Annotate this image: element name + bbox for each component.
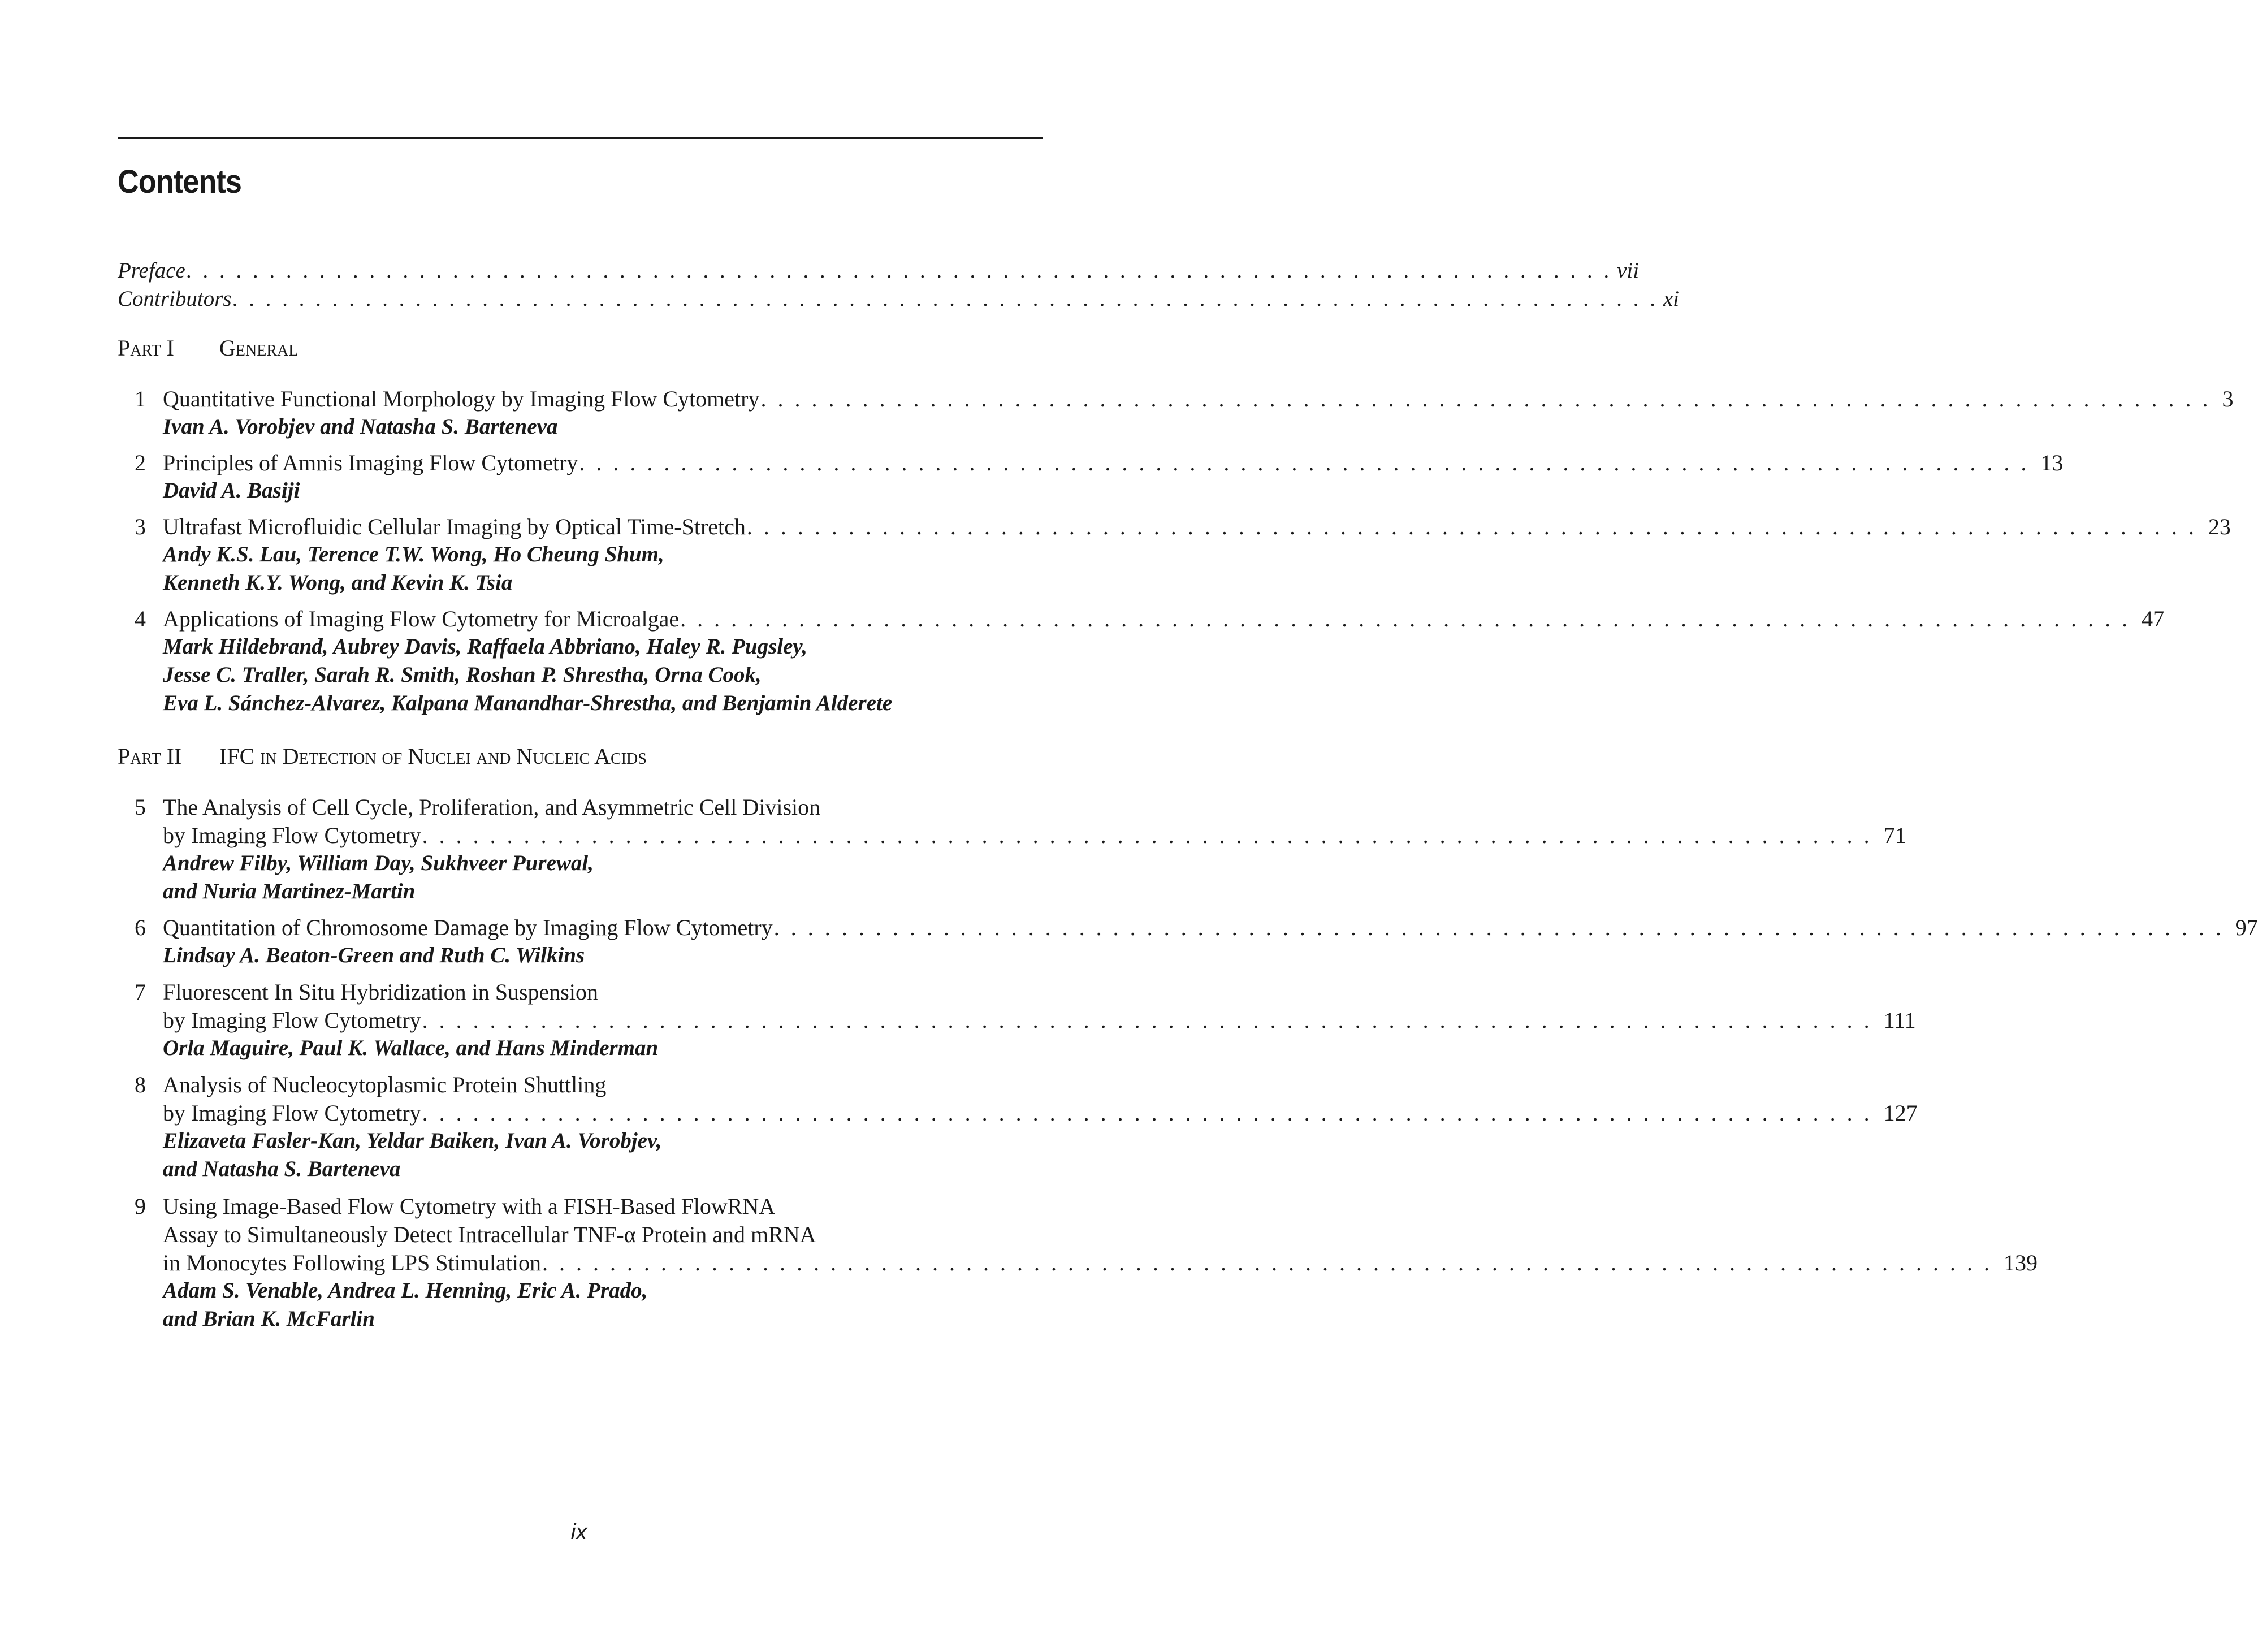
part-number: Part I [118, 335, 174, 361]
chapter-title: by Imaging Flow Cytometry . . . . . . . . . . . . . . . . . . . . . . . . . . . . . . . . . . . . . . . . . . . . . . . . . . . . . . . . . . . . . . . . . . . . . . . . . . . . . . . . . . . . . . 127 [163, 1100, 1918, 1126]
chapter-title: Quantitative Functional Morphology by Imaging Flow Cytometry . . . . . . . . . . . . . . . . . . . . . . . . . . . . . . . . . . . . . . . . . . . . . . . . . . . . . . . . . . . . . . . . . . . . . . . . . . . . . . . . . . . . . . 3 [163, 386, 2234, 412]
entry-label: Preface [118, 258, 185, 283]
part-title: IFC in Detection of Nuclei and Nucleic Acids [219, 743, 647, 769]
chapter-number: 6 [135, 915, 146, 940]
chapter-authors: Lindsay A. Beaton-Green and Ruth C. Wilkins [163, 943, 585, 967]
part-heading [118, 335, 298, 361]
chapter-authors: and Brian K. McFarlin [163, 1307, 375, 1331]
toc-entry-contributors [118, 286, 1679, 314]
dot-leader: . . . . . . . . . . . . . . . . . . . . . . . . . . . . . . . . . . . . . . . . . . . . . . . . . . . . . . . . . . . . . . . . . . . . . . . . . . . . . . . . . . . . . . [232, 287, 1659, 311]
page-title: Contents [118, 163, 241, 200]
page-folio: ix [570, 1520, 587, 1545]
chapter-title: The Analysis of Cell Cycle, Proliferation, and Asymmetric Cell Division [163, 794, 821, 820]
entry-label: Contributors [118, 287, 232, 311]
dot-leader: . . . . . . . . . . . . . . . . . . . . . . . . . . . . . . . . . . . . . . . . . . . . . . . . . . . . . . . . . . . . . . . . . . . . . . . . . . . . . . . . . . . . . . [746, 514, 2197, 539]
page-number: xi [1663, 287, 1679, 311]
part-heading [118, 743, 647, 769]
chapter-authors: and Nuria Martinez-Martin [163, 879, 416, 903]
page-number: 3 [2222, 386, 2234, 412]
chapter-title: Applications of Imaging Flow Cytometry for Microalgae . . . . . . . . . . . . . . . . . . . . . . . . . . . . . . . . . . . . . . . . . . . . . . . . . . . . . . . . . . . . . . . . . . . . . . . . . . . . . . . . . . . . . . 47 [163, 606, 2165, 632]
chapter-title: Fluorescent In Situ Hybridization in Suspension [163, 979, 598, 1005]
chapter-authors: David A. Basiji [163, 478, 300, 503]
dot-leader: . . . . . . . . . . . . . . . . . . . . . . . . . . . . . . . . . . . . . . . . . . . . . . . . . . . . . . . . . . . . . . . . . . . . . . . . . . . . . . . . . . . . . . [579, 450, 2030, 475]
chapter-title: in Monocytes Following LPS Stimulation . . . . . . . . . . . . . . . . . . . . . . . . . . . . . . . . . . . . . . . . . . . . . . . . . . . . . . . . . . . . . . . . . . . . . . . . . . . . . . . . . . . . . . 139 [163, 1250, 2038, 1275]
chapter-title: Ultrafast Microfluidic Cellular Imaging by Optical Time-Stretch . . . . . . . . . . . . . . . . . . . . . . . . . . . . . . . . . . . . . . . . . . . . . . . . . . . . . . . . . . . . . . . . . . . . . . . . . . . . . . . . . . . . . . 23 [163, 514, 2231, 539]
dot-leader: . . . . . . . . . . . . . . . . . . . . . . . . . . . . . . . . . . . . . . . . . . . . . . . . . . . . . . . . . . . . . . . . . . . . . . . . . . . . . . . . . . . . . . [422, 1007, 1872, 1033]
chapter-number: 8 [135, 1072, 146, 1097]
page-number: 71 [1883, 823, 1906, 848]
chapter-authors: Ivan A. Vorobjev and Natasha S. Barteneva [163, 414, 558, 439]
chapter-title: by Imaging Flow Cytometry . . . . . . . . . . . . . . . . . . . . . . . . . . . . . . . . . . . . . . . . . . . . . . . . . . . . . . . . . . . . . . . . . . . . . . . . . . . . . . . . . . . . . . 71 [163, 823, 1906, 848]
dot-leader: . . . . . . . . . . . . . . . . . . . . . . . . . . . . . . . . . . . . . . . . . . . . . . . . . . . . . . . . . . . . . . . . . . . . . . . . . . . . . . . . . . . . . . [422, 1100, 1872, 1126]
page-number: 47 [2142, 606, 2165, 632]
chapter-title: Assay to Simultaneously Detect Intracellular TNF-α Protein and mRNA [163, 1222, 816, 1247]
part-number: Part II [118, 743, 182, 769]
dot-leader: . . . . . . . . . . . . . . . . . . . . . . . . . . . . . . . . . . . . . . . . . . . . . . . . . . . . . . . . . . . . . . . . . . . . . . . . . . . . . . . . . . . . . . [186, 258, 1613, 283]
chapter-title: Quantitation of Chromosome Damage by Imaging Flow Cytometry . . . . . . . . . . . . . . . . . . . . . . . . . . . . . . . . . . . . . . . . . . . . . . . . . . . . . . . . . . . . . . . . . . . . . . . . . . . . . . . . . . . . . . 97 [163, 915, 2258, 940]
page-number: 139 [2003, 1250, 2038, 1275]
chapter-title: by Imaging Flow Cytometry . . . . . . . . . . . . . . . . . . . . . . . . . . . . . . . . . . . . . . . . . . . . . . . . . . . . . . . . . . . . . . . . . . . . . . . . . . . . . . . . . . . . . . 111 [163, 1007, 1916, 1033]
page-number: vii [1617, 258, 1640, 283]
chapter-number: 1 [135, 386, 146, 412]
page-number: 111 [1883, 1007, 1916, 1033]
chapter-number: 2 [135, 450, 146, 475]
chapter-authors: Adam S. Venable, Andrea L. Henning, Eric A. Prado, [163, 1278, 648, 1303]
page-number: 23 [2208, 514, 2231, 539]
dot-leader: . . . . . . . . . . . . . . . . . . . . . . . . . . . . . . . . . . . . . . . . . . . . . . . . . . . . . . . . . . . . . . . . . . . . . . . . . . . . . . . . . . . . . . [680, 606, 2131, 632]
page-number: 97 [2235, 915, 2258, 940]
chapter-title: Using Image-Based Flow Cytometry with a FISH-Based FlowRNA [163, 1193, 776, 1219]
chapter-authors: Mark Hildebrand, Aubrey Davis, Raffaela Abbriano, Haley R. Pugsley, [163, 634, 808, 659]
dot-leader: . . . . . . . . . . . . . . . . . . . . . . . . . . . . . . . . . . . . . . . . . . . . . . . . . . . . . . . . . . . . . . . . . . . . . . . . . . . . . . . . . . . . . . [542, 1250, 1992, 1275]
page-number: 13 [2040, 450, 2064, 475]
top-rule [118, 137, 1043, 139]
chapter-authors: and Natasha S. Barteneva [163, 1157, 401, 1181]
chapter-title: Principles of Amnis Imaging Flow Cytometry . . . . . . . . . . . . . . . . . . . . . . . . . . . . . . . . . . . . . . . . . . . . . . . . . . . . . . . . . . . . . . . . . . . . . . . . . . . . . . . . . . . . . . 13 [163, 450, 2064, 475]
toc-entry-preface [118, 258, 1640, 286]
chapter-authors: Andy K.S. Lau, Terence T.W. Wong, Ho Cheung Shum, [163, 542, 664, 566]
dot-leader: . . . . . . . . . . . . . . . . . . . . . . . . . . . . . . . . . . . . . . . . . . . . . . . . . . . . . . . . . . . . . . . . . . . . . . . . . . . . . . . . . . . . . . [773, 915, 2224, 940]
chapter-authors: Andrew Filby, William Day, Sukhveer Purewal, [163, 851, 594, 875]
chapter-authors: Orla Maguire, Paul K. Wallace, and Hans Minderman [163, 1036, 659, 1060]
chapter-title: Analysis of Nucleocytoplasmic Protein Shuttling [163, 1072, 607, 1097]
chapter-number: 7 [135, 979, 146, 1005]
chapter-number: 5 [135, 794, 146, 820]
chapter-number: 3 [135, 514, 146, 539]
dot-leader: . . . . . . . . . . . . . . . . . . . . . . . . . . . . . . . . . . . . . . . . . . . . . . . . . . . . . . . . . . . . . . . . . . . . . . . . . . . . . . . . . . . . . . [760, 386, 2211, 412]
page-number: 127 [1883, 1100, 1918, 1126]
dot-leader: . . . . . . . . . . . . . . . . . . . . . . . . . . . . . . . . . . . . . . . . . . . . . . . . . . . . . . . . . . . . . . . . . . . . . . . . . . . . . . . . . . . . . . [422, 823, 1872, 848]
chapter-number: 9 [135, 1193, 146, 1219]
chapter-authors: Kenneth K.Y. Wong, and Kevin K. Tsia [163, 570, 513, 595]
chapter-number: 4 [135, 606, 146, 632]
part-title: General [219, 335, 299, 361]
chapter-authors: Jesse C. Traller, Sarah R. Smith, Roshan P. Shrestha, Orna Cook, [163, 663, 762, 687]
chapter-authors: Elizaveta Fasler-Kan, Yeldar Baiken, Ivan A. Vorobjev, [163, 1128, 662, 1153]
chapter-authors: Eva L. Sánchez-Alvarez, Kalpana Manandhar-Shrestha, and Benjamin Alderete [163, 691, 893, 715]
